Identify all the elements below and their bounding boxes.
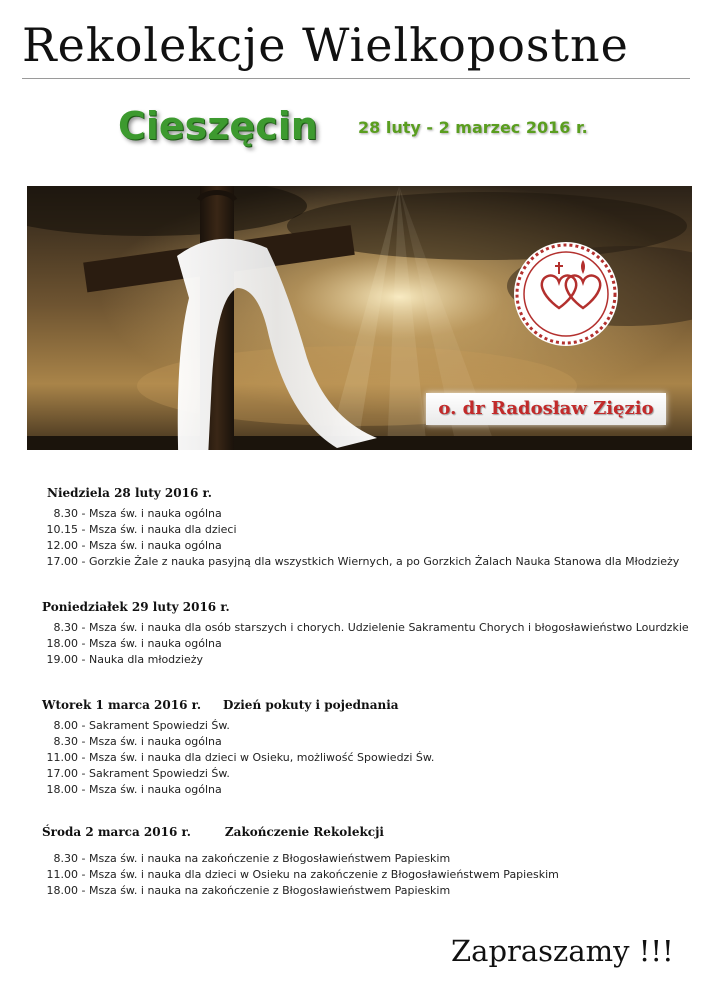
item-time: 17.00 (46, 555, 78, 568)
item-text: Gorzkie Żale z nauka pasyjną dla wszystkich Wiernych, a po Gorzkich Żalach Nauka Stanowa dla Młodzieży (88, 555, 680, 568)
schedule-day-tuesday (42, 698, 434, 798)
item-time: 11.00 (46, 868, 78, 881)
item-text: Sakrament Spowiedzi Św. (88, 767, 230, 780)
schedule-item: 18.00 - Msza św. i nauka ogólna (42, 782, 434, 798)
item-time: 12.00 (46, 539, 78, 552)
schedule-day-wednesday (42, 825, 559, 899)
title-divider (22, 78, 690, 79)
item-text: Sakrament Spowiedzi Św. (88, 719, 230, 732)
city-name: Cieszęcin (118, 104, 318, 148)
schedule-day-sunday (42, 486, 679, 570)
item-text: Msza św. i nauka ogólna (88, 539, 222, 552)
day-title: Środa 2 marca 2016 r. (42, 825, 191, 839)
item-time: 10.15 (46, 523, 78, 536)
item-text: Msza św. i nauka ogólna (88, 735, 222, 748)
item-time: 17.00 (46, 767, 78, 780)
item-text: Msza św. i nauka na zakończenie z Błogosławieństwem Papieskim (88, 852, 451, 865)
item-text: Msza św. i nauka dla dzieci (88, 523, 237, 536)
item-time: 18.00 (46, 783, 78, 796)
day-subtitle: Dzień pokuty i pojednania (223, 698, 399, 712)
schedule-item: 8.30 - Msza św. i nauka dla osób starszych i chorych. Udzielenie Sakramentu Chorych i błogosławieństwo Lourdzkie (42, 620, 689, 636)
item-time: 18.00 (46, 637, 78, 650)
schedule-item: 10.15 - Msza św. i nauka dla dzieci (42, 522, 679, 538)
schedule-item: 19.00 - Nauka dla młodzieży (42, 652, 689, 668)
schedule-item: 8.30 - Msza św. i nauka na zakończenie z Błogosławieństwem Papieskim (42, 851, 559, 867)
item-time: 11.00 (46, 751, 78, 764)
item-text: Msza św. i nauka ogólna (88, 783, 222, 796)
schedule-item: 17.00 - Gorzkie Żale z nauka pasyjną dla wszystkich Wiernych, a po Gorzkich Żalach Nauka Stanowa dla Młodzieży (42, 554, 679, 570)
item-time: 8.30 (53, 852, 78, 865)
schedule-item: 11.00 - Msza św. i nauka dla dzieci w Osieku, możliwość Spowiedzi Św. (42, 750, 434, 766)
schedule-item: 8.30 - Msza św. i nauka ogólna (42, 734, 434, 750)
item-text: Msza św. i nauka ogólna (88, 637, 222, 650)
schedule-item: 18.00 - Msza św. i nauka na zakończenie z Błogosławieństwem Papieskim (42, 883, 559, 899)
schedule-day-monday (42, 600, 689, 668)
schedule-item: 17.00 - Sakrament Spowiedzi Św. (42, 766, 434, 782)
main-title: Rekolekcje Wielkopostne (22, 18, 629, 72)
item-time: 8.30 (53, 507, 78, 520)
event-dates: 28 luty - 2 marzec 2016 r. (358, 118, 588, 137)
item-text: Msza św. i nauka dla dzieci w Osieku na zakończenie z Błogosławieństwem Papieskim (88, 868, 559, 881)
preacher-name: o. dr Radosław Zięzio (438, 398, 654, 419)
item-time: 19.00 (46, 653, 78, 666)
preacher-name-plate (426, 393, 666, 425)
day-title: Niedziela 28 luty 2016 r. (47, 486, 212, 500)
item-time: 8.30 (53, 621, 78, 634)
day-title: Wtorek 1 marca 2016 r. (42, 698, 202, 712)
item-text: Msza św. i nauka dla osób starszych i chorych. Udzielenie Sakramentu Chorych i błogosławieństwo Lourdzkie (88, 621, 689, 634)
item-time: 8.00 (53, 719, 78, 732)
schedule-item: 8.00 - Sakrament Spowiedzi Św. (42, 718, 434, 734)
day-title: Poniedziałek 29 luty 2016 r. (42, 600, 230, 614)
item-time: 18.00 (46, 884, 78, 897)
schedule-item: 8.30 - Msza św. i nauka ogólna (42, 506, 679, 522)
sacred-hearts-emblem (514, 242, 618, 346)
item-text: Nauka dla młodzieży (88, 653, 204, 666)
schedule-item: 12.00 - Msza św. i nauka ogólna (42, 538, 679, 554)
item-time: 8.30 (53, 735, 78, 748)
item-text: Msza św. i nauka dla dzieci w Osieku, możliwość Spowiedzi Św. (88, 751, 435, 764)
item-text: Msza św. i nauka ogólna (88, 507, 222, 520)
schedule-item: 11.00 - Msza św. i nauka dla dzieci w Osieku na zakończenie z Błogosławieństwem Papieskim (42, 867, 559, 883)
item-text: Msza św. i nauka na zakończenie z Błogosławieństwem Papieskim (88, 884, 451, 897)
closing-invitation: Zapraszamy !!! (451, 934, 674, 968)
day-subtitle: Zakończenie Rekolekcji (224, 825, 384, 839)
schedule-item: 18.00 - Msza św. i nauka ogólna (42, 636, 689, 652)
